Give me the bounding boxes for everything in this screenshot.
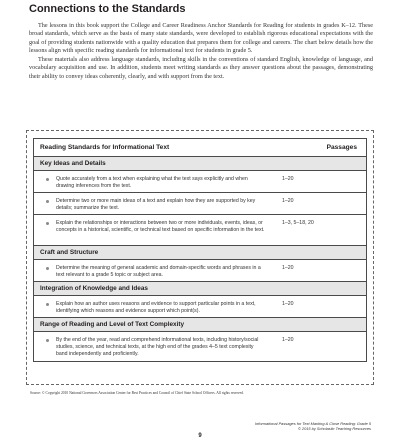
page-number: 9	[198, 433, 202, 439]
footer-line-1: Informational Passages for Text Marking & Close Reading: Grade 5	[255, 421, 371, 426]
table-row	[34, 295, 366, 317]
standards-table	[33, 138, 367, 362]
table-row	[34, 170, 366, 192]
standard-text: Explain the relationships or interactions between two or more individuals, events, ideas, or concepts in a historical, scientific, or technical text based on specific information in the text.	[56, 220, 265, 234]
footer-credit	[255, 421, 371, 431]
section-key-ideas	[34, 156, 366, 170]
standard-text: By the end of the year, read and comprehend informational texts, including history/social studies, science, and technical texts, at the high end of the grades 4–5 text complexity band independently and proficiently.	[56, 337, 259, 358]
passages-value: 1–20	[282, 198, 294, 204]
passages-value: 1–20	[282, 337, 294, 343]
section-integration	[34, 281, 366, 295]
table-header-row	[34, 139, 366, 156]
footer-line-2: © 2015 by Scholastic Teaching Resources	[297, 426, 371, 431]
section-title: Integration of Knowledge and Ideas	[40, 285, 148, 292]
bullet-icon	[46, 267, 49, 270]
column-header-passages: Passages	[326, 144, 357, 151]
table-row	[34, 331, 366, 361]
intro-paragraph-1: The lessons in this book support the College and Career Readiness Anchor Standards for Reading for students in grades K–12. These broad standards, which serve as the basis of many state standards, were developed to establish rigorous educational expectations with the goal of providing students nationwide with a quality education that prepares them for college and careers. The chart below details how the lessons align with specific reading standards for informational text for students in grade 5.	[29, 22, 373, 55]
standard-text: Determine the meaning of general academic and domain-specific words and phrases in a text relevant to a grade 5 topic or subject area.	[56, 265, 261, 279]
bullet-icon	[46, 222, 49, 225]
table-row	[34, 259, 366, 281]
section-title: Craft and Structure	[40, 249, 99, 256]
standard-text: Quote accurately from a text when explaining what the text says explicitly and when drawing inferences from the text.	[56, 176, 248, 190]
passages-value: 1–20	[282, 176, 294, 182]
intro-text	[29, 22, 373, 81]
bullet-icon	[46, 200, 49, 203]
passages-value: 1–3, 5–18, 20	[282, 220, 314, 226]
intro-paragraph-2: These materials also address language standards, including skills in the conventions of standard English, knowledge of language, and vocabulary acquisition and use. In addition, students meet writing standards as they answer questions about the passages, demonstrating their ability to convey ideas coherently, clearly, and with support from the text.	[29, 55, 373, 80]
passages-value: 1–20	[282, 301, 294, 307]
section-range-complexity	[34, 317, 366, 331]
standard-text: Determine two or more main ideas of a text and explain how they are supported by key details; summarize the text.	[56, 198, 256, 212]
table-row	[34, 192, 366, 214]
standard-text: Explain how an author uses reasons and evidence to support particular points in a text, identifying which reasons and evidence support which point(s).	[56, 301, 256, 315]
table-row	[34, 214, 366, 245]
bullet-icon	[46, 303, 49, 306]
bullet-icon	[46, 339, 49, 342]
bullet-icon	[46, 178, 49, 181]
section-craft-structure	[34, 245, 366, 259]
passages-value: 1–20	[282, 265, 294, 271]
column-header-standards: Reading Standards for Informational Text	[40, 144, 170, 151]
section-title: Range of Reading and Level of Text Complexity	[40, 321, 185, 328]
section-title: Key Ideas and Details	[40, 160, 106, 167]
page-heading: Connections to the Standards	[29, 3, 186, 15]
source-note: Source: © Copyright 2010 National Governors Association Center for Best Practices and Council of Chief State School Officers. All rights reserved.	[30, 391, 244, 395]
